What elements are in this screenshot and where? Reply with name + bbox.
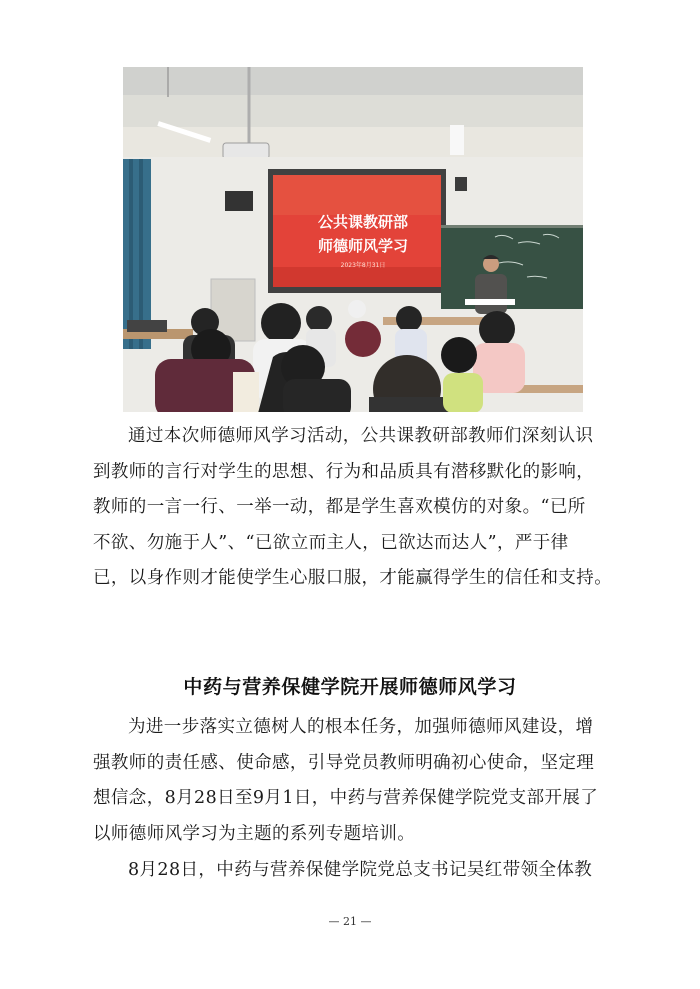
paragraph-1-line: 不欲、勿施于人”、“已欲立而主人，已欲达而达人”，严于律: [93, 532, 569, 553]
slide-date: 2023年8月31日: [340, 262, 386, 269]
paragraph-2-line: 想信念，8月28日至9月1日，中药与营养保健学院党支部开展了: [93, 788, 599, 808]
slide-title-line1: 公共课教研部: [317, 213, 408, 231]
paragraph-2-line: 以师德师风学习为主题的系列专题培训。: [93, 823, 416, 844]
paragraph-1-line: 已，以身作则才能使学生心服口服，才能赢得学生的信任和支持。: [93, 568, 613, 588]
section-title: 中药与营养保健学院开展师德师风学习: [183, 676, 517, 698]
paragraph-1-line: 教师的一言一行、一举一动，都是学生喜欢模仿的对象。“已所: [93, 497, 586, 517]
paragraph-2-line: 为进一步落实立德树人的根本任务，加强师德师风建设，增: [128, 717, 594, 737]
paragraph-1: [93, 419, 623, 597]
paragraph-3-line: 8月28日，中药与营养保健学院党总支书记吴红带领全体教: [128, 860, 593, 880]
classroom-photo: [123, 67, 583, 412]
page-number: — 21 —: [328, 915, 372, 928]
paragraph-1-line: 通过本次师德师风学习活动，公共课教研部教师们深刻认识: [128, 426, 594, 446]
paragraph-3: [93, 853, 623, 889]
slide-title-line2: 师德师风学习: [317, 237, 408, 255]
paragraph-2: [93, 710, 623, 852]
paragraph-1-line: 到教师的言行对学生的思想、行为和品质具有潜移默化的影响，: [93, 461, 595, 482]
paragraph-2-line: 强教师的责任感、使命感，引导党员教师明确初心使命，坚定理: [93, 752, 595, 773]
